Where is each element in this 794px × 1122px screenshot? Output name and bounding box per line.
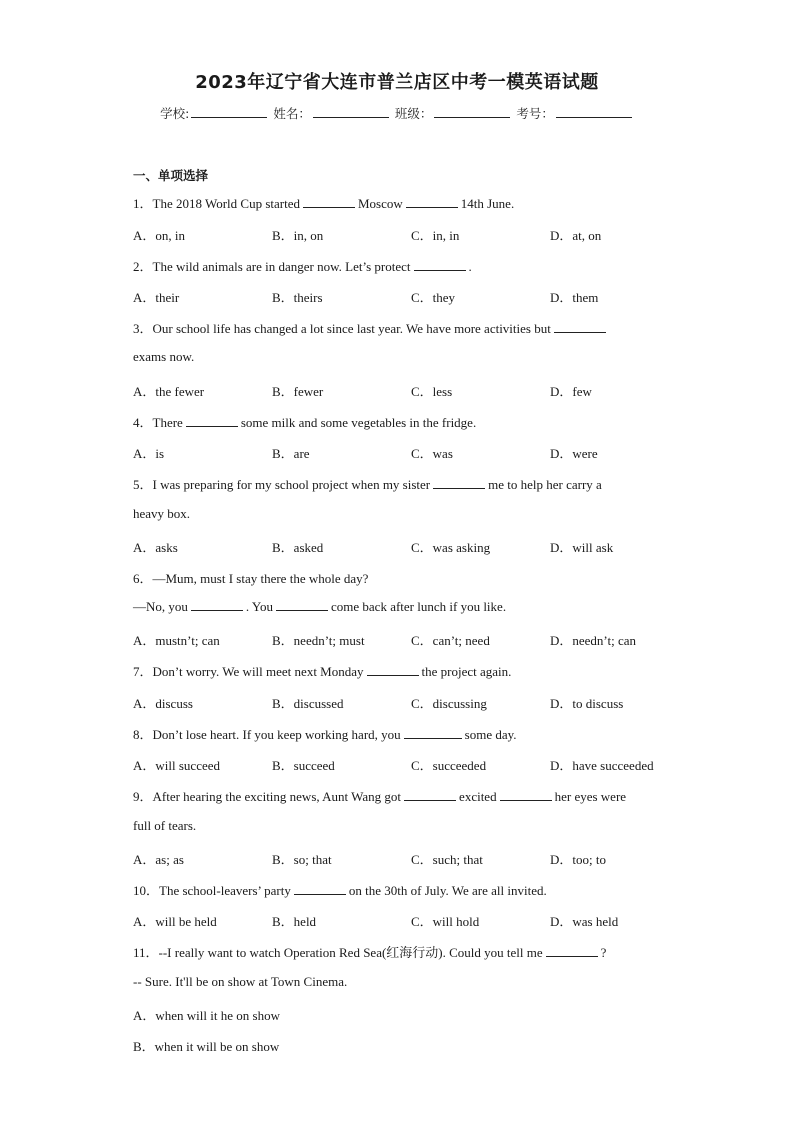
school-blank[interactable] bbox=[191, 105, 267, 118]
option-b: B．so; that bbox=[272, 852, 332, 867]
question-8 bbox=[133, 724, 517, 743]
answer-blank bbox=[186, 415, 238, 427]
option-a: A．on, in bbox=[133, 228, 186, 243]
option-d: D．to discuss bbox=[550, 696, 624, 711]
option-a: A．will be held bbox=[133, 914, 217, 929]
question-11-reply: -- Sure. It'll be on show at Town Cinema. bbox=[133, 974, 348, 989]
option-a: A．discuss bbox=[133, 696, 193, 711]
question-9-cont: full of tears. bbox=[133, 818, 197, 833]
question-6-text: come back after lunch if you like. bbox=[331, 599, 507, 614]
question-5-text: 5．I was preparing for my school project when my sister bbox=[133, 477, 431, 492]
option-b: B．in, on bbox=[272, 228, 324, 243]
question-5-text: me to help her carry a bbox=[488, 477, 602, 492]
option-d: D．too; to bbox=[550, 852, 606, 867]
question-7 bbox=[133, 661, 511, 680]
question-7-text: 7．Don’t worry. We will meet next Monday bbox=[133, 664, 364, 679]
option-c: C．less bbox=[411, 384, 453, 399]
option-a: A．as; as bbox=[133, 852, 184, 867]
question-1-text: Moscow bbox=[357, 196, 403, 211]
option-a: A．asks bbox=[133, 540, 178, 555]
question-1-text: 1．The 2018 World Cup started bbox=[133, 196, 300, 211]
answer-blank bbox=[554, 321, 606, 333]
question-3-cont: exams now. bbox=[133, 349, 195, 364]
question-6-reply bbox=[133, 599, 506, 615]
option-b: B．discussed bbox=[272, 696, 344, 711]
question-11-text: ? bbox=[600, 945, 607, 960]
question-9 bbox=[133, 786, 626, 805]
option-c: C．will hold bbox=[411, 914, 480, 929]
class-label: 班级： bbox=[394, 106, 433, 121]
question-1 bbox=[133, 193, 514, 212]
question-6: 6．—Mum, must I stay there the whole day? bbox=[133, 571, 369, 586]
question-9-text: her eyes were bbox=[554, 789, 627, 804]
question-2-text: 2．The wild animals are in danger now. Let’s protect bbox=[133, 259, 411, 274]
question-6-text: —No, you bbox=[133, 599, 188, 614]
question-9-text: excited bbox=[459, 789, 497, 804]
class-blank[interactable] bbox=[434, 105, 510, 118]
option-c: C．succeeded bbox=[411, 758, 487, 773]
question-3-text: 3．Our school life has changed a lot since last year. We have more activities but bbox=[133, 321, 551, 336]
option-d: D．needn’t; can bbox=[550, 633, 637, 648]
option-c: C．discussing bbox=[411, 696, 487, 711]
option-d: D．have succeeded bbox=[550, 758, 654, 773]
option-b: B．are bbox=[272, 446, 310, 461]
answer-blank bbox=[303, 196, 355, 208]
option-d: D．will ask bbox=[550, 540, 614, 555]
option-c: C．can’t; need bbox=[411, 633, 490, 648]
option-a: A．mustn’t; can bbox=[133, 633, 220, 648]
answer-blank bbox=[433, 477, 485, 489]
option-c: C．such; that bbox=[411, 852, 483, 867]
answer-blank bbox=[546, 945, 598, 957]
option-a: A．is bbox=[133, 446, 165, 461]
option-b: B．succeed bbox=[272, 758, 335, 773]
name-label: 姓名： bbox=[273, 106, 311, 121]
option-d: D．few bbox=[550, 384, 592, 399]
option-a: A．the fewer bbox=[133, 384, 205, 399]
question-10 bbox=[133, 880, 547, 899]
option-a: A．their bbox=[133, 290, 180, 305]
answer-blank bbox=[414, 259, 466, 271]
option-b: B．asked bbox=[272, 540, 324, 555]
question-7-text: the project again. bbox=[421, 664, 512, 679]
question-10-text: on the 30th of July. We are all invited. bbox=[348, 883, 547, 898]
answer-blank bbox=[276, 599, 328, 611]
option-d: D．them bbox=[550, 290, 599, 305]
option-b: B．fewer bbox=[272, 384, 324, 399]
number-blank[interactable] bbox=[556, 105, 632, 118]
option-c: C．in, in bbox=[411, 228, 460, 243]
option-b: B．held bbox=[272, 914, 317, 929]
question-10-text: 10．The school-leavers’ party bbox=[133, 883, 291, 898]
option-c: C．they bbox=[411, 290, 456, 305]
option-a: A．will succeed bbox=[133, 758, 221, 773]
question-5 bbox=[133, 474, 602, 493]
question-3 bbox=[133, 318, 609, 337]
page-title: 2023年辽宁省大连市普兰店区中考一模英语试题 bbox=[195, 72, 599, 93]
option-b: B．theirs bbox=[272, 290, 323, 305]
option-d: D．was held bbox=[550, 914, 619, 929]
option-d: D．at, on bbox=[550, 228, 602, 243]
option-a: A．when will it he on show bbox=[133, 1008, 280, 1023]
question-11-text: 11．--I really want to watch Operation Red Sea(红海行动). Could you tell me bbox=[133, 945, 543, 960]
student-info-line bbox=[0, 104, 794, 122]
question-2 bbox=[133, 256, 472, 275]
option-b: B．when it will be on show bbox=[133, 1039, 280, 1054]
question-6-text: . You bbox=[245, 599, 273, 614]
option-c: C．was asking bbox=[411, 540, 491, 555]
question-2-text: . bbox=[468, 259, 472, 274]
name-blank[interactable] bbox=[313, 105, 389, 118]
answer-blank bbox=[191, 599, 243, 611]
question-4-text: some milk and some vegetables in the fridge. bbox=[240, 415, 477, 430]
school-label: 学校: bbox=[160, 106, 190, 121]
answer-blank bbox=[404, 727, 462, 739]
question-5-cont: heavy box. bbox=[133, 506, 191, 521]
section-heading: 一、单项选择 bbox=[133, 168, 209, 183]
answer-blank bbox=[294, 883, 346, 895]
option-c: C．was bbox=[411, 446, 453, 461]
answer-blank bbox=[404, 789, 456, 801]
question-8-text: some day. bbox=[464, 727, 517, 742]
question-9-text: 9．After hearing the exciting news, Aunt Wang got bbox=[133, 789, 402, 804]
question-4 bbox=[133, 412, 476, 431]
number-label: 考号： bbox=[516, 106, 554, 121]
option-b: B．needn’t; must bbox=[272, 633, 365, 648]
question-8-text: 8．Don’t lose heart. If you keep working hard, you bbox=[133, 727, 401, 742]
answer-blank bbox=[367, 664, 419, 676]
question-11 bbox=[133, 942, 606, 961]
option-d: D．were bbox=[550, 446, 598, 461]
answer-blank bbox=[500, 789, 552, 801]
answer-blank bbox=[406, 196, 458, 208]
question-4-text: 4．There bbox=[133, 415, 183, 430]
question-1-text: 14th June. bbox=[460, 196, 515, 211]
